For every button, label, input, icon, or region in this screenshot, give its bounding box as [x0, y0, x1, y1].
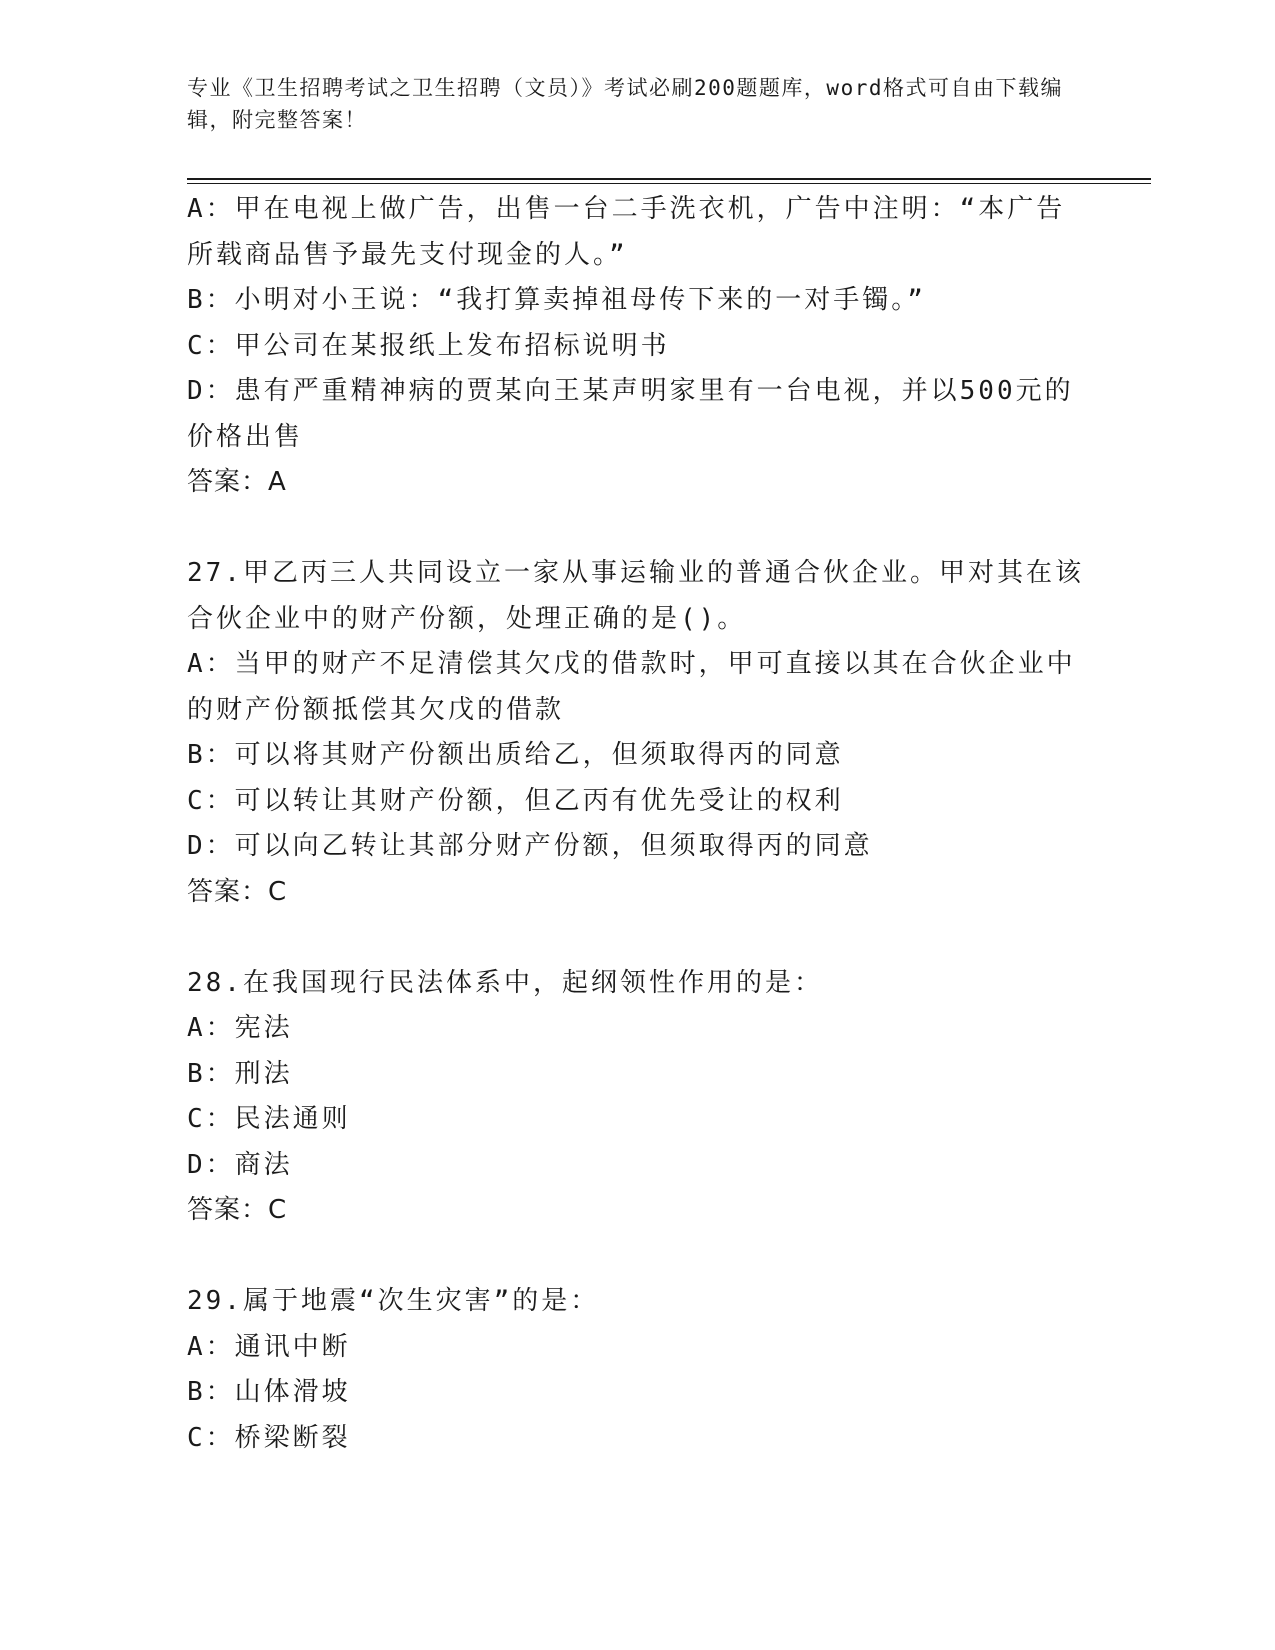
question-29 — [187, 1279, 1087, 1461]
spacer — [187, 506, 1087, 552]
q26-option-d: D：患有严重精神病的贾某向王某声明家里有一台电视，并以500元的价格出售 — [187, 376, 1074, 452]
q27-option-b: B：可以将其财产份额出质给乙，但须取得丙的同意 — [187, 740, 844, 770]
q27-answer: 答案：C — [187, 876, 288, 907]
q27-stem: 27.甲乙丙三人共同设立一家从事运输业的普通合伙企业。甲对其在该合伙企业中的财产份额，处理正确的是()。 — [187, 558, 1084, 634]
spacer — [187, 1234, 1087, 1280]
document-body — [187, 187, 1087, 1461]
q28-answer: 答案：C — [187, 1195, 288, 1225]
q28-option-b: B：刑法 — [187, 1058, 293, 1089]
q29-option-a: A：通讯中断 — [187, 1331, 351, 1362]
q28-option-a: A：宪法 — [187, 1013, 293, 1043]
q26-option-b: B：小明对小王说：“我打算卖掉祖母传下来的一对手镯。” — [187, 285, 926, 315]
document-header: 专业《卫生招聘考试之卫生招聘（文员）》考试必刷200题题库，word格式可自由下载编辑，附完整答案！ — [187, 76, 1063, 132]
q26-option-a: A：甲在电视上做广告，出售一台二手洗衣机，广告中注明：“本广告所载商品售予最先支付现金的人。” — [187, 194, 1066, 270]
q29-stem: 29.属于地震“次生灾害”的是： — [187, 1286, 600, 1316]
q29-option-c: C：桥梁断裂 — [187, 1422, 351, 1453]
spacer — [187, 915, 1087, 961]
q27-option-a: A：当甲的财产不足清偿其欠戊的借款时，甲可直接以其在合伙企业中的财产份额抵偿其欠戊的借款 — [187, 649, 1076, 725]
question-28 — [187, 961, 1087, 1234]
q28-stem: 28.在我国现行民法体系中，起纲领性作用的是： — [187, 967, 823, 998]
q26-answer: 答案：A — [187, 467, 287, 497]
header-divider-thin — [187, 183, 1151, 184]
q29-option-b: B：山体滑坡 — [187, 1377, 351, 1407]
q28-option-c: C：民法通则 — [187, 1104, 351, 1134]
question-26 — [187, 187, 1087, 506]
header-divider-thick — [187, 178, 1151, 180]
q27-option-c: C：可以转让其财产份额，但乙丙有优先受让的权利 — [187, 785, 844, 816]
q28-option-d: D：商法 — [187, 1149, 293, 1180]
q27-option-d: D：可以向乙转让其部分财产份额，但须取得丙的同意 — [187, 831, 873, 861]
q26-option-c: C：甲公司在某报纸上发布招标说明书 — [187, 330, 670, 361]
question-27 — [187, 551, 1087, 915]
